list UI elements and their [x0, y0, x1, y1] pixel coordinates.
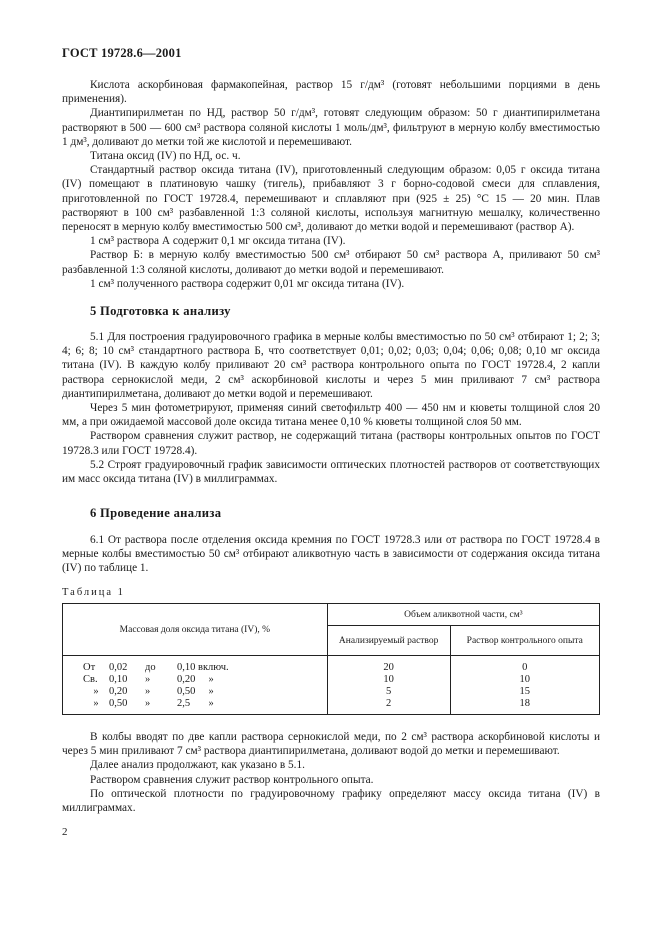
paragraph: 5.2 Строят градуировочный график зависимости оптических плотностей растворов от соответствующих им масс оксида титана (IV) в миллиграммах.: [62, 458, 600, 486]
table-column-analyzed: [327, 656, 450, 715]
paragraph: 5.1 Для построения градуировочного графика в мерные колбы вместимостью по 50 см³ отбирают 1; 2; 3; 4; 6; 8; 10 см³ стандартного раствора Б, что соответствует 0,01; 0,02; 0,03; 0,04; 0,06; 0,08; 0,10 мг оксида титана (IV). В каждую колбу приливают 20 см³ раствора контрольного опыта по ГОСТ 19728.4, 2 капли раствора сернокислой меди, 2 см³ аскорбиновой кислоты и через 5 мин приливают 7 см³ раствора диантипирилметана, доливают до метки водой и перемешивают.: [62, 331, 600, 400]
table-row: Св. 0,10 » 0,20 »: [83, 674, 214, 685]
paragraph: В колбы вводят по две капли раствора сернокислой меди, по 2 см³ раствора аскорбиновой кислоты и через 5 мин приливают 7 см³ раствора диантипирилметана, доливают водой до метки и перемешивают.: [62, 731, 600, 758]
section-6-body: [62, 533, 600, 576]
table-row: » 0,20 » 0,50 »: [93, 686, 214, 697]
table-cell: 15: [519, 686, 531, 697]
paragraph: Через 5 мин фотометрируют, применяя синий светофильтр 400 — 450 нм и кюветы толщиной слоя 20 мм, а при ожидаемой массовой доле оксида титана менее 0,10 % кюветы толщиной слоя 50 мм.: [62, 402, 600, 429]
paragraph: Титана оксид (IV) по НД, ос. ч.: [90, 150, 241, 163]
paragraph: 1 см³ полученного раствора содержит 0,01 мг оксида титана (IV).: [90, 277, 405, 290]
paragraph: Стандартный раствор оксида титана (IV), приготовленный следующим образом: 0,05 г оксида титана (IV) помещают в платиновую чашку (тигель), прибавляют 3 г борно-содовой смеси для сплавления, приготовленной по ГОСТ 19728.4, перемешивают и сплавляют при (925 ± 25) °С 15 — 20 мин. Плав растворяют в 100 см³ разбавленной 1:3 соляной кислоты, используя магнитную мешалку, количественно переносят в мерную колбу вместимостью 500 см³, доливают до метки водой и перемешивают (раствор А).: [62, 164, 600, 234]
paragraph: Кислота аскорбиновая фармакопейная, раствор 15 г/дм³ (готовят небольшими порциями в день применения).: [62, 79, 600, 106]
reagents-block: [62, 78, 600, 291]
table-header-mass-fraction: Массовая доля оксида титана (IV), %: [63, 604, 328, 656]
paragraph: По оптической плотности по градуировочному графику определяют массу оксида титана (IV) в миллиграммах.: [62, 787, 600, 815]
section-6-title: 6 Проведение анализа: [90, 506, 222, 520]
paragraph: Диантипирилметан по НД, раствор 50 г/дм³, готовят следующим образом: 50 г диантипирилметана растворяют в 500 — 600 см³ раствора соляной кислоты 1 моль/дм³, фильтруют в мерную колбу вместимостью 1 дм³, доливают до метки той же кислотой и перемешивают.: [62, 107, 600, 148]
paragraph: Раствор Б: в мерную колбу вместимостью 500 см³ отбирают 50 см³ раствора А, приливают 50 см³ разбавленной 1:3 соляной кислоты, доливают до метки водой и перемешивают.: [62, 249, 600, 276]
table-cell: 0: [522, 662, 528, 673]
section-5-title: 5 Подготовка к анализу: [90, 304, 231, 318]
table-row: От 0,02 до 0,10 включ.: [83, 662, 229, 673]
table-cell: 10: [519, 674, 531, 685]
section-5-body: [62, 330, 600, 486]
aliquot-table: [62, 603, 600, 715]
paragraph: 6.1 От раствора после отделения оксида кремния по ГОСТ 19728.3 или от раствора по ГОСТ 19728.4 в мерные колбы вместимостью 50 см³ отбирают аликвотную часть в зависимости от содержания оксида титана (IV) по таблице 1.: [62, 534, 600, 575]
table-cell: 2: [385, 698, 392, 709]
document-header: ГОСТ 19728.6—2001: [62, 46, 182, 60]
table-cell: 5: [385, 686, 392, 697]
paragraph: Далее анализ продолжают, как указано в 5.1.: [90, 759, 305, 772]
table-column-mass-fraction: [63, 656, 328, 715]
table-column-control: [450, 656, 599, 715]
paragraph: Раствором сравнения служит раствор контрольного опыта.: [90, 773, 374, 786]
paragraph: 1 см³ раствора А содержит 0,1 мг оксида титана (IV).: [90, 235, 346, 248]
paragraph: Раствором сравнения служит раствор, не содержащий титана (растворы контрольных опытов по ГОСТ 19728.3 или ГОСТ 19728.4).: [62, 430, 600, 457]
table-cell: 20: [383, 662, 394, 673]
page-number: 2: [62, 826, 68, 838]
table-cell: 10: [383, 674, 394, 685]
table-header-control-solution: Раствор контрольного опыта: [450, 626, 599, 656]
table-header-aliquot-volume: Объем аликвотной части, см³: [327, 604, 599, 626]
table-caption: Таблица 1: [62, 587, 125, 598]
closing-block: [62, 730, 600, 815]
table-cell: 18: [519, 698, 531, 709]
table-row: » 0,50 » 2,5 »: [93, 698, 214, 709]
table-header-analyzed-solution: Анализируемый раствор: [327, 626, 450, 656]
